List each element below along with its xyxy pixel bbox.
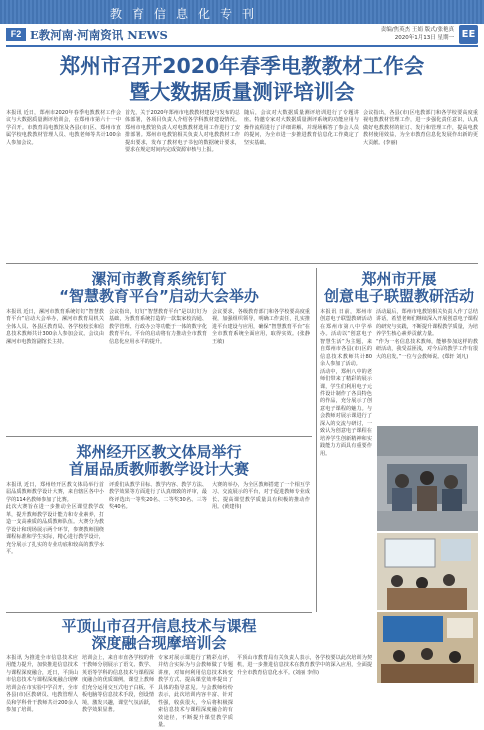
pingdingshan-para-4: 平顶山市教育局有关负责人表示，各学校要以此次培训为契机，进一步推进信息技术在教育教学中的深入应用，全面提升全市教育信息化水平。(刘丽 李伟) — [237, 655, 372, 676]
main-article-col3 — [244, 110, 359, 260]
issue-meta — [381, 27, 454, 42]
jingkai-para-1: 本报讯 近日，郑州经开区教文体局举行首届品质教师教学设计大赛，来自辖区各中小学的114名教师参加了比赛。 — [6, 482, 104, 503]
main-headline-line1: 郑州市召开2020年春季电教教材工作会 — [59, 54, 425, 78]
jingkai-para-3: 评委们从教学目标、教学内容、教学方法、教学效果等方面进行了认真细致的评审，最终评选出一等奖20名、二等奖30名、三等奖40名。 — [109, 482, 207, 511]
divider-left-mid — [6, 436, 312, 437]
page-header — [6, 27, 478, 43]
luohe-para-1: 本报讯 近日，漯河市教育系统钉钉“智慧教育平台”启动大会举办，漯河市教育局机关全体人员、各县区教育局、各学校校长和信息技术教师共计300余人参加会议。会议由漯河市电教馆副馆长主持。 — [6, 309, 104, 345]
pingdingshan-para-1: 本报讯 为推进全市信息技术应用能力提升，加快推进信息技术与课程深度融合，近日，平顶山市信息技术与课程深度融合现摩培训会在市实验中学召开，全市各县(市)区教研员、电教管理人员和学科骨干教师共计200余人参加了培训。 — [6, 655, 78, 714]
electronics-para-4: “作为一名信息技术教师，能够参加这样的教研活动，我受益匪浅，对今后的教学工作有很大的启发。”一位与会教师说。(郑轩 刘凡) — [376, 338, 478, 360]
luohe-headline-line1: 漯河市教育系统钉钉 — [91, 270, 227, 288]
main-para-3: 随后，会议对大数据质量测评培训进行了专题讲座。特邀专家对大数据质量测评系统的功能应用与操作流程进行了详细讲解，并现场解答了参会人员的提问，为全市进一步推进教育信息化工作奠定了坚实基础。 — [244, 110, 359, 146]
issue-date: 2020年1月13日 星期一 — [394, 34, 454, 41]
electronics-headline-line1: 郑州市开展 — [361, 270, 437, 288]
luohe-headline-line2: “智慧教育平台”启动大会举办 — [59, 287, 259, 305]
main-article-col2 — [125, 110, 240, 260]
jingkai-headline — [6, 444, 312, 478]
main-headline-line2: 暨大数据质量测评培训会 — [129, 80, 355, 104]
luohe-col1 — [6, 309, 104, 433]
luohe-col3 — [212, 309, 310, 433]
jingkai-headline-line1: 郑州经开区教文体局举行 — [76, 443, 242, 461]
divider-main — [6, 263, 478, 264]
section-title: E教河南·河南资讯 NEWS — [30, 28, 168, 42]
main-para-1: 本报讯 近日，郑州市2020年春季电教教材工作会议与大数据质量测评培训会，在郑州市第六十一中学召开。市教育局电教馆及各县(市)区、郑州市直属学校电教教材管理人员、电教老师等共计100余人参加会议。 — [6, 110, 121, 146]
electronics-col1 — [320, 309, 372, 611]
jingkai-para-2: 此次大赛旨在进一步推动全区课堂教学改革，提升教师教学设计能力和专业素养，打造一支高素质的品质教师队伍。大赛分为教学设计和现场展示两个环节，参赛教师围绕课程标准和学生实际，精心进行教学设计，充分展示了扎实的专业功底和较高的教学水平。 — [6, 504, 104, 556]
masthead-band — [0, 0, 484, 24]
header-rule — [6, 45, 478, 47]
luohe-para-3: 会议要求，各级教育部门和各学校要高度重视，加强组织领导，明确工作责任，扎实推进平台建设与应用，确保“智慧教育平台”在全市教育系统全面应用，取得实效。(张静 王敏) — [212, 309, 310, 345]
main-para-4: 会议指出，各县(市)区电教部门和各学校要高度重视电教教材管理工作，进一步强化责任意识，认真做好电教教材的征订、发行和管理工作，提高电教教材使用效益，为全市教育信息化发展作出新的更大贡献。(李丽) — [363, 110, 478, 146]
photo-electronics-activity — [377, 426, 478, 531]
main-para-2: 首先，关于2020年郑州市电教教材建设与发布的总体部署，各项目负责人介绍各学科教材建设情况。郑州市电教馆负责人对电教教材选用工作进行了安排部署。郑州市电教馆相关负责人对电教教材工作提出要求，发布了教材电子书包的数据统计要求，要求在规定时间内完成资源审核与上报。 — [125, 110, 240, 154]
jingkai-col1 — [6, 482, 104, 610]
divider-vertical — [316, 268, 317, 612]
pingdingshan-col1 — [6, 655, 78, 714]
pingdingshan-col3 — [158, 655, 233, 729]
luohe-headline — [6, 271, 312, 305]
electronics-para-1: 本报讯 日前，郑州市创意电子联盟教研活动在郑州市第八中学举办。活动以“创意电子 智慧生活”为主题，来自郑州市各县(市)区的信息技术教师共计80余人参加了活动。 — [320, 309, 372, 368]
electronics-col2 — [376, 309, 478, 423]
electronics-headline — [320, 271, 478, 305]
main-article-col4 — [363, 110, 478, 260]
main-article-col1 — [6, 110, 121, 260]
pingdingshan-col4 — [237, 655, 372, 684]
photo-electronics-classroom — [377, 533, 478, 610]
pingdingshan-para-3: 专家对展示课进行了精彩点评，并结合实际为与会教师做了专题讲座，对如何利用信息技术转变教学方式、提高课堂效率提出了具体的指导意见。与会教师纷纷表示，此次培训内容丰富、针对性强，收获很大，今后将积极探索信息技术与课程深度融合的有效途径，不断提升课堂教学质量。 — [158, 655, 233, 729]
photo-electronics-lecture — [377, 612, 478, 683]
divider-left-low — [6, 612, 312, 613]
page-number: F2 — [6, 28, 26, 41]
pingdingshan-headline — [6, 618, 312, 652]
luohe-col2 — [109, 309, 207, 433]
electronics-headline-line2: 创意电子联盟教研活动 — [323, 287, 474, 305]
pingdingshan-headline-line2: 深度融合现摩培训会 — [91, 634, 227, 652]
pingdingshan-col2 — [82, 655, 154, 714]
masthead-tagline: 教育信息化专刊 — [110, 7, 265, 21]
pingdingshan-para-2: 培训会上，来自市直各学校的骨干教师分别展示了语文、数学、英语等学科的信息技术与课程深度融合的优质课例，课堂上教师们充分运用交互式电子白板、平板电脑等信息技术手段，创设情境，激发兴趣，课堂气氛活跃，教学效果显著。 — [82, 655, 154, 714]
jingkai-headline-line2: 首届品质教师教学设计大赛 — [68, 460, 249, 478]
newspaper-logo: EE — [459, 25, 478, 44]
jingkai-col3 — [212, 482, 310, 610]
jingkai-para-4: 大赛的举办，为全区教师搭建了一个相互学习、交流展示的平台，对于促进教师专业成长、提高课堂教学质量具有积极的推动作用。(黄建伟) — [212, 482, 310, 511]
pingdingshan-headline-line1: 平顶山市召开信息技术与课程 — [61, 617, 257, 635]
editors-line: 责编/焦英杰 王娟 版式/张艳真 — [380, 27, 454, 33]
main-headline — [6, 53, 478, 105]
electronics-para-2: 活动中，郑州八中的老师们带来了精彩的展示课，学生们利用电子元件设计制作了各具特色的作品，充分展示了创意电子课程的魅力。与会教师对展示课进行了深入的交流与研讨，一致认为创意电子课程在培养学生创新精神和实践能力方面具有重要作用。 — [320, 368, 372, 457]
luohe-para-2: 会议指出，钉钉“智慧教育平台”是以钉钉为基础，为教育系统打造的一款集家校沟通、教学管理、行政办公等功能于一体的数字化教育平台。平台的启动将有力推动全市教育信息化应用水平的提升。 — [109, 309, 207, 345]
jingkai-col2 — [109, 482, 207, 610]
electronics-para-3: 活动最后，郑州市电教馆相关负责人作了总结讲话，希望老师们继续深入开展创意电子课程的研究与实践，不断提升课程教学质量，为培养学生核心素养贡献力量。 — [376, 309, 478, 338]
